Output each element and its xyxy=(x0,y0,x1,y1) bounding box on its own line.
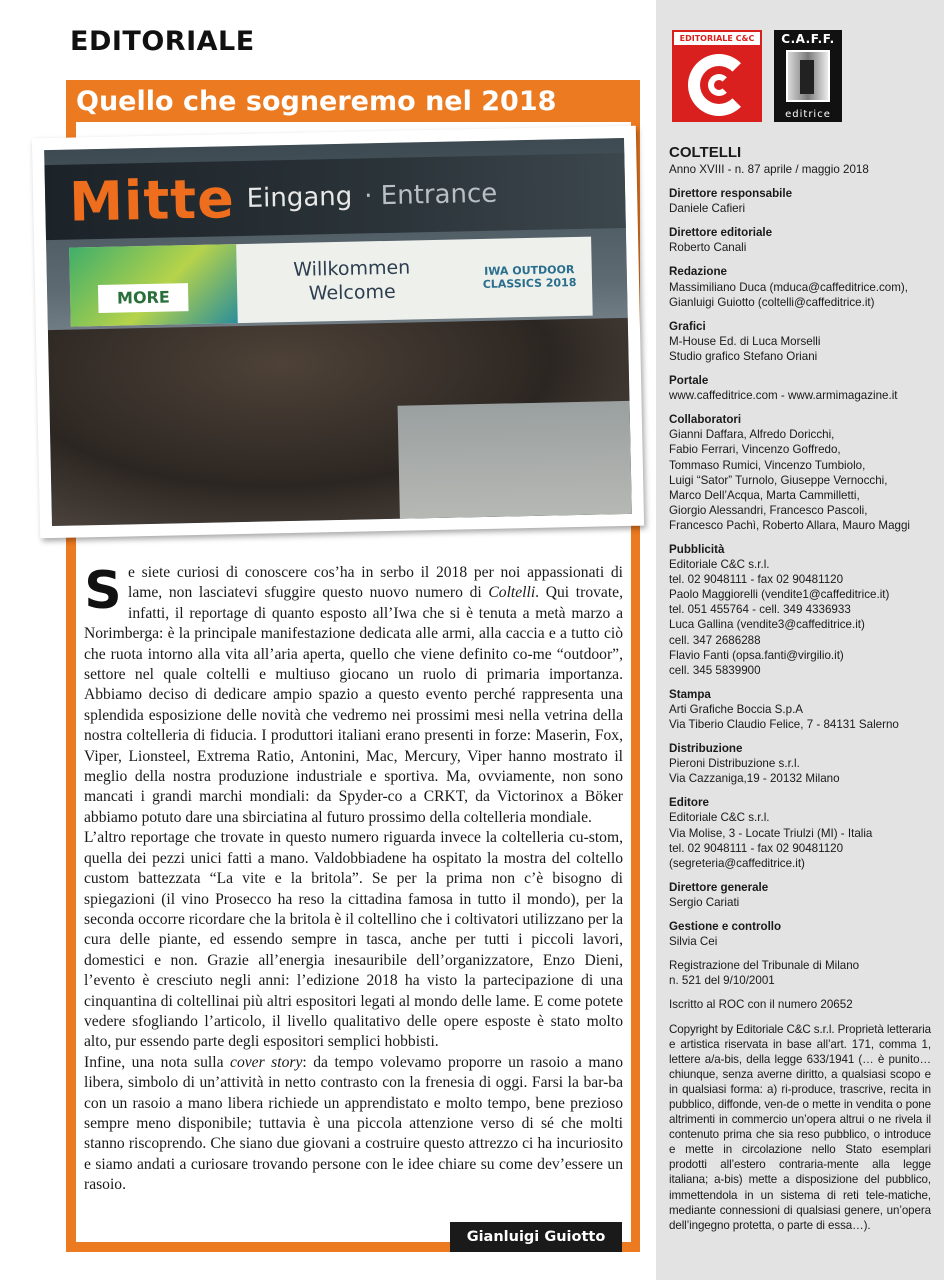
entrance-sign xyxy=(44,153,625,240)
sign-entrance: · Entrance xyxy=(363,178,498,212)
masthead-line: tel. 02 9048111 - fax 02 90481120 xyxy=(669,573,844,587)
issue-info: Anno XVIII - n. 87 aprile / maggio 2018 xyxy=(669,163,869,176)
masthead-line: Giorgio Alessandri, Francesco Pascoli, xyxy=(669,503,868,517)
copyright-notice: Copyright by Editoriale C&C s.r.l. Proprietà letteraria e artistica riservata in base all’art. 171, comma 1, lettere a/a-bis, della legge 633/1941 (… è punito… chiunque, senza averne diritto, a qualsiasi scopo e in qualsiasi forma: a) ri-produce, trascrive, recita in pubblico, diffonde, ven-de o mette in vendita o pone altrimenti in commercio un’opera altrui o ne rivela il contenuto prima che sia reso pubblico, o introduce e mette in circolazione nello Stato esemplari prodotti all’estero contraria-mente alla legge italiana; a-bis) mette a disposizione del pubblico, immettendola in un sistema di reti tele-matiche, mediante connessioni di qualsiasi genere, un’opera dell’ingegno protetta, o parte di essa…). xyxy=(669,1022,931,1232)
logo-c-inner-icon xyxy=(708,74,730,96)
sign-eingang: Eingang xyxy=(246,181,353,214)
masthead-line: Editoriale C&C s.r.l. xyxy=(669,811,770,825)
masthead-line: Luca Gallina (vendite3@caffeditrice.it) xyxy=(669,618,865,632)
masthead-blocks xyxy=(669,186,931,1012)
masthead-line: Fabio Ferrari, Vincenzo Goffredo, xyxy=(669,443,841,457)
masthead-block xyxy=(669,264,931,309)
masthead-block xyxy=(669,997,931,1012)
masthead-line: Daniele Cafieri xyxy=(669,202,746,216)
logo-door-icon xyxy=(786,50,830,102)
masthead-line: Iscritto al ROC con il numero 20652 xyxy=(669,998,853,1012)
logo-caff-sub: editrice xyxy=(785,109,831,120)
masthead-line: www.caffeditrice.com - www.armimagazine.it xyxy=(669,389,898,403)
masthead-block xyxy=(669,880,931,910)
masthead-line: Registrazione del Tribunale di Milano xyxy=(669,959,860,973)
masthead-label: Portale xyxy=(669,374,709,388)
welcome-banner xyxy=(69,236,593,326)
banner-more-graphic xyxy=(69,244,238,326)
article-headline: Quello che sogneremo nel 2018 xyxy=(76,86,557,117)
masthead-line: Silvia Cei xyxy=(669,935,718,949)
masthead-line: (segreteria@caffeditrice.it) xyxy=(669,856,805,870)
editoriale-cc-logo xyxy=(672,30,762,122)
masthead-block xyxy=(669,919,931,949)
banner-more: MORE xyxy=(98,283,189,313)
masthead-line: Gianluigi Guiotto (coltelli@caffeditrice.it) xyxy=(669,295,875,309)
magazine-name: COLTELLI xyxy=(669,144,742,161)
masthead-line: Tommaso Rumici, Vincenzo Tumbiolo, xyxy=(669,458,866,472)
masthead-label: Collaboratori xyxy=(669,413,742,427)
ground xyxy=(398,401,632,519)
banner-welcome xyxy=(237,255,468,308)
masthead-line: Pieroni Distribuzione s.r.l. xyxy=(669,757,800,771)
masthead-line: Sergio Cariati xyxy=(669,895,740,909)
sign-mitte: Mitte xyxy=(68,167,236,234)
caff-editrice-logo xyxy=(774,30,842,122)
masthead-line: Via Cazzaniga,19 - 20132 Milano xyxy=(669,772,840,786)
masthead-label: Stampa xyxy=(669,687,711,701)
drop-cap: S xyxy=(84,561,122,621)
masthead-line: M-House Ed. di Luca Morselli xyxy=(669,334,821,348)
masthead-block xyxy=(669,412,931,533)
masthead xyxy=(669,144,931,1233)
masthead-line: cell. 347 2686288 xyxy=(669,633,761,647)
masthead-block xyxy=(669,373,931,403)
banner-iwa: IWA OUTDOOR CLASSICS 2018 xyxy=(482,263,577,292)
masthead-line: tel. 051 455764 - cell. 349 4336933 xyxy=(669,603,851,617)
masthead-line: Arti Grafiche Boccia S.p.A xyxy=(669,702,804,716)
masthead-block xyxy=(669,319,931,364)
masthead-line: cell. 345 5839900 xyxy=(669,663,761,677)
masthead-line: Roberto Canali xyxy=(669,241,747,255)
masthead-label: Editore xyxy=(669,796,709,810)
author-byline: Gianluigi Guiotto xyxy=(450,1222,622,1252)
masthead-line: Luigi “Sator” Turnolo, Giuseppe Vernocchi, xyxy=(669,473,888,487)
masthead-block xyxy=(669,186,931,216)
masthead-line: n. 521 del 9/10/2001 xyxy=(669,974,775,988)
trade-fair-photo xyxy=(44,138,632,526)
masthead-line: Francesco Pachì, Roberto Allara, Mauro Maggi xyxy=(669,518,911,532)
masthead-line: Via Molise, 3 - Locate Triulzi (MI) - Italia xyxy=(669,826,873,840)
masthead-line: tel. 02 9048111 - fax 02 90481120 xyxy=(669,841,844,855)
masthead-line: Flavio Fanti (opsa.fanti@virgilio.it) xyxy=(669,648,844,662)
masthead-block xyxy=(669,542,931,678)
article-paragraph xyxy=(84,563,623,828)
masthead-line: Marco Dell’Acqua, Marta Cammilletti, xyxy=(669,488,860,502)
masthead-line: Studio grafico Stefano Oriani xyxy=(669,349,818,363)
masthead-label: Direttore responsabile xyxy=(669,187,793,201)
masthead-label: Redazione xyxy=(669,265,727,279)
masthead-line: Gianni Daffara, Alfredo Doricchi, xyxy=(669,428,835,442)
welcome-en: Welcome xyxy=(308,281,396,305)
masthead-line: Via Tiberio Claudio Felice, 7 - 84131 Salerno xyxy=(669,718,899,731)
masthead-label: Gestione e controllo xyxy=(669,920,782,934)
masthead-label: Distribuzione xyxy=(669,742,743,756)
masthead-block xyxy=(669,795,931,870)
welcome-de: Willkommen xyxy=(293,256,411,282)
article-paragraph: Infine, una nota sulla cover story: da tempo volevamo proporre un rasoio a mano libera, simbolo di un’attività in netto contrasto con la frenesia di oggi. Farsi la bar-ba con un rasoio a mano libera richiede un apprendistato e molto tempo, bene prezioso sempre meno disponibile; tuttavia è una piccola attenzione verso di sé che molti stanno riscoprendo. Che siano due giovani a costruire questo attrezzo ci ha incuriosito e siamo andati a curiosare trovando persone con le idee chiare su come dev’essere un rasoio. xyxy=(84,1053,623,1194)
masthead-line: Paolo Maggiorelli (vendite1@caffeditrice.it) xyxy=(669,588,890,602)
masthead-label: Pubblicità xyxy=(669,542,725,556)
masthead-label: Direttore generale xyxy=(669,880,769,894)
masthead-block xyxy=(669,741,931,786)
masthead-line: Massimiliano Duca (mduca@caffeditrice.com), xyxy=(669,280,908,294)
masthead-block xyxy=(669,687,931,732)
article-paragraph: L’altro reportage che trovate in questo numero riguarda invece la coltelleria cu-stom, quella dei pezzi unici fatti a mano. Valdobbiadene ha ospitato la mostra del coltello custom battezzata “La vite e la britola”. Se per la prima non c’è bisogno di spiegazioni (il vino Prosecco ha reso la cittadina famosa in tutto il mondo), per la seconda occorre ricordare che la britola è il coltellino che i coltivatori utilizzano per la cura delle piante, ed essendo sempre in tasca, anche per tutti i piccoli lavori, domestici e non. Grazie all’energia inesauribile dell’organizzatore, Enzo Dieni, l’evento è cresciuto negli anni: l’edizione 2018 ha visto la partecipazione di una cinquantina di coltellinai più altri espositori legati al mondo delle lame. E come potete vedere sfogliando l’articolo, il livello qualitativo delle opere esposte è stato molto alto, pur essendo parte degli espositori semplici hobbisti. xyxy=(84,829,623,1051)
section-title: EDITORIALE xyxy=(70,26,255,57)
paragraph-text: e siete curiosi di conoscere cos’ha in serbo il 2018 per noi appassionati di lame, non lasciatevi sfuggire questo nuovo numero di Coltelli. Qui trovate, infatti, il reportage di quanto esposto all’Iwa che si è tenuta a metà marzo a Norimberga: è la principale manifestazione dedicata alle armi, alla caccia e a tutto ciò che ruota intorno alla vita all’aria aperta, quello che viene definito co-me “outdoor”, settore nel quale coltelli e multiuso giocano un ruolo di primaria importanza. Abbiamo deciso di dedicare ampio spazio a questo evento perché rappresenta una splendida esposizione delle novità che vedremo nei prossimi mesi nella vetrina della nostra coltelleria di fiducia. I produttori italiani erano presenti in forze: Maserin, Fox, Viper, Lionsteel, Extrema Ratio, Antonini, Mac, Mercury, Viper hanno mostrato il meglio della nostra produzione industriale e sportiva. Ma, ovviamente, non sono mancati i grandi marchi mondiali: da Spyder-co a CRKT, da Victorinox a Böker abbiamo potuto dare una sbirciatina al futuro prossimo della coltelleria mondiale. xyxy=(84,564,623,826)
masthead-label: Direttore editoriale xyxy=(669,226,773,240)
masthead-label: Grafici xyxy=(669,319,706,333)
masthead-block xyxy=(669,225,931,255)
logo-cc-label: EDITORIALE C&C xyxy=(674,32,760,45)
masthead-line: Editoriale C&C s.r.l. xyxy=(669,558,770,572)
article-body xyxy=(84,563,623,1196)
masthead-block xyxy=(669,958,931,988)
logo-caff-name: C.A.F.F. xyxy=(781,32,835,46)
article-photo-card xyxy=(32,126,644,539)
